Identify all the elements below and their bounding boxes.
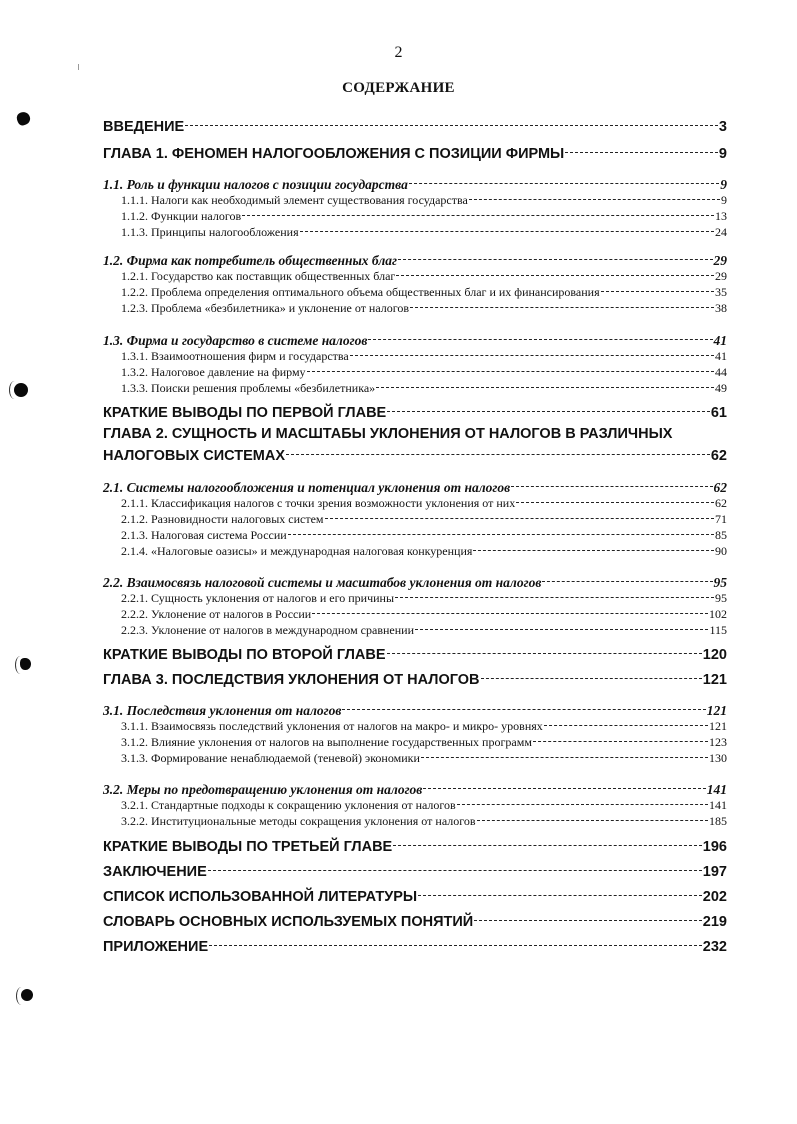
toc-entry-subsection[interactable] <box>121 527 727 543</box>
dotted-leader <box>409 175 719 189</box>
dotted-leader <box>542 573 712 587</box>
dotted-leader <box>601 284 714 296</box>
toc-entry-main[interactable] <box>103 143 727 162</box>
toc-entry-page-number: 3 <box>718 118 727 135</box>
toc-entry-section[interactable] <box>103 331 727 349</box>
toc-entry-section[interactable] <box>103 175 727 193</box>
toc-entry-page-number: 121 <box>706 702 727 718</box>
page-title: СОДЕРЖАНИЕ <box>342 80 455 96</box>
toc-entry-label: 2.2.2. Уклонение от налогов в России <box>121 607 312 621</box>
toc-entry-page-number: 38 <box>715 301 727 315</box>
toc-entry-label: СПИСОК ИСПОЛЬЗОВАННОЙ ЛИТЕРАТУРЫ <box>103 888 418 905</box>
toc-entry-label: 1.2.2. Проблема определения оптимального объема общественных благ и их финансирования <box>121 285 600 299</box>
toc-entry-subsection[interactable] <box>121 300 727 316</box>
dotted-leader <box>481 669 702 684</box>
toc-entry-page-number: 24 <box>715 225 727 239</box>
toc-entry-subsection[interactable] <box>121 208 727 224</box>
scan-speck <box>78 64 79 70</box>
toc-entry-main[interactable] <box>103 669 727 688</box>
toc-entry-page-number: 35 <box>715 285 727 299</box>
toc-entry-page-number: 41 <box>715 349 727 363</box>
toc-entry-label: 3.1.2. Влияние уклонения от налогов на выполнение государственных программ <box>121 735 532 749</box>
toc-entry-label: КРАТКИЕ ВЫВОДЫ ПО ПЕРВОЙ ГЛАВЕ <box>103 404 387 421</box>
toc-entry-label: ГЛАВА 1. ФЕНОМЕН НАЛОГООБЛОЖЕНИЯ С ПОЗИЦИИ ФИРМЫ <box>103 145 565 162</box>
dotted-leader <box>288 527 714 539</box>
dotted-leader <box>312 606 708 618</box>
toc-entry-label: 1.1.3. Принципы налогообложения <box>121 225 299 239</box>
punch-hole-mark <box>15 110 32 127</box>
dotted-leader <box>423 780 705 794</box>
dotted-leader <box>473 543 714 555</box>
toc-entry-subsection[interactable] <box>121 284 727 300</box>
toc-entry-main[interactable] <box>103 644 727 663</box>
dotted-leader <box>350 348 714 360</box>
toc-entry-page-number: 185 <box>709 814 727 828</box>
toc-entry-subsection[interactable] <box>121 364 727 380</box>
dotted-leader <box>209 936 702 951</box>
toc-entry-subsection[interactable] <box>121 380 727 396</box>
toc-entry-subsection[interactable] <box>121 606 727 622</box>
toc-entry-label: ГЛАВА 3. ПОСЛЕДСТВИЯ УКЛОНЕНИЯ ОТ НАЛОГОВ <box>103 671 480 688</box>
dotted-leader <box>565 143 718 158</box>
toc-entry-label: 1.2.3. Проблема «безбилетника» и уклонение от налогов <box>121 301 410 315</box>
toc-entry-page-number: 123 <box>709 735 727 749</box>
toc-entry-main[interactable] <box>103 936 727 955</box>
toc-entry-subsection[interactable] <box>121 495 727 511</box>
toc-entry-section[interactable] <box>103 478 727 496</box>
toc-entry-label: 2.1.3. Налоговая система России <box>121 528 287 542</box>
toc-entry-label: ЗАКЛЮЧЕНИЕ <box>103 863 207 880</box>
toc-entry-page-number: 141 <box>706 781 727 797</box>
toc-entry-page-number: 13 <box>715 209 727 223</box>
toc-entry-label: 2.2.3. Уклонение от налогов в международном сравнении <box>121 623 415 637</box>
toc-entry-subsection[interactable] <box>121 348 727 364</box>
toc-entry-page-number: 61 <box>710 404 727 421</box>
toc-entry-label: 2.1.1. Классификация налогов с точки зрения возможности уклонения от них <box>121 496 516 510</box>
toc-entry-page-number: 121 <box>702 671 727 688</box>
toc-entry-main[interactable] <box>103 836 727 855</box>
dotted-leader <box>544 718 708 730</box>
toc-entry-main[interactable] <box>103 861 727 880</box>
toc-entry-main[interactable] <box>103 402 727 421</box>
dotted-leader <box>477 813 708 825</box>
toc-entry-page-number: 219 <box>702 913 727 930</box>
toc-entry-main[interactable] <box>103 116 727 135</box>
toc-entry-page-number: 130 <box>709 751 727 765</box>
toc-entry-page-number: 95 <box>713 574 727 590</box>
toc-entry-label: 1.3.1. Взаимоотношения фирм и государства <box>121 349 349 363</box>
toc-entry-subsection[interactable] <box>121 622 727 638</box>
toc-entry-page-number: 115 <box>709 623 727 637</box>
toc-entry-main[interactable] <box>103 886 727 905</box>
toc-entry-page-number: 29 <box>715 269 727 283</box>
toc-entry-page-number: 9 <box>721 193 727 207</box>
toc-entry-page-number: 90 <box>715 544 727 558</box>
toc-entry-page-number: 62 <box>713 479 727 495</box>
toc-entry-page-number: 41 <box>713 332 727 348</box>
dotted-leader <box>410 300 714 312</box>
toc-entry-label: 2.1. Системы налогообложения и потенциал уклонения от налогов <box>103 479 511 495</box>
dotted-leader <box>300 224 714 236</box>
toc-entry-label: 3.1.1. Взаимосвязь последствий уклонения от налогов на макро- и микро- уровнях <box>121 719 543 733</box>
toc-chapter-title-line1[interactable]: ГЛАВА 2. СУЩНОСТЬ И МАСШТАБЫ УКЛОНЕНИЯ ОТ НАЛОГОВ В РАЗЛИЧНЫХ <box>103 426 673 442</box>
toc-entry-label: 1.3.2. Налоговое давление на фирму <box>121 365 306 379</box>
dotted-leader <box>474 911 702 926</box>
toc-entry-subsection[interactable] <box>121 590 727 606</box>
toc-entry-label: 3.1. Последствия уклонения от налогов <box>103 702 342 718</box>
dotted-leader <box>393 836 702 851</box>
toc-entry-page-number: 29 <box>713 252 727 268</box>
toc-entry-label: 2.1.4. «Налоговые оазисы» и международная налоговая конкуренция <box>121 544 473 558</box>
toc-entry-subsection[interactable] <box>121 797 727 813</box>
dotted-leader <box>208 861 702 876</box>
dotted-leader <box>387 644 702 659</box>
dotted-leader <box>469 192 720 204</box>
toc-entry-section[interactable] <box>103 780 727 798</box>
toc-entry-label: 3.1.3. Формирование ненаблюдаемой (теневой) экономики <box>121 751 420 765</box>
toc-entry-page-number: 44 <box>715 365 727 379</box>
dotted-leader <box>342 701 705 715</box>
toc-entry-label: 3.2.1. Стандартные подходы к сокращению уклонения от налогов <box>121 798 456 812</box>
toc-entry-subsection[interactable] <box>121 224 727 240</box>
toc-entry-label: 1.3.3. Поиски решения проблемы «безбилетника» <box>121 381 376 395</box>
toc-entry-label: 1.3. Фирма и государство в системе налогов <box>103 332 368 348</box>
toc-entry-main[interactable] <box>103 911 727 930</box>
toc-entry-subsection[interactable] <box>121 718 727 734</box>
toc-entry-label: ВВЕДЕНИЕ <box>103 118 185 135</box>
toc-entry-page-number: 95 <box>715 591 727 605</box>
dotted-leader <box>398 251 713 265</box>
toc-entry-label: КРАТКИЕ ВЫВОДЫ ПО ВТОРОЙ ГЛАВЕ <box>103 646 386 663</box>
toc-entry-section[interactable] <box>103 573 727 591</box>
toc-entry-page-number: 196 <box>702 838 727 855</box>
toc-entry-label: 1.2. Фирма как потребитель общественных благ <box>103 252 397 268</box>
toc-entry-page-number: 62 <box>710 447 727 464</box>
punch-hole-mark <box>14 383 28 397</box>
page-number: 2 <box>394 44 403 61</box>
dotted-leader <box>511 478 712 492</box>
toc-entry-subsection[interactable] <box>121 268 727 284</box>
toc-entry-label: КРАТКИЕ ВЫВОДЫ ПО ТРЕТЬЕЙ ГЛАВЕ <box>103 838 393 855</box>
toc-entry-subsection[interactable] <box>121 192 727 208</box>
toc-entry-subsection[interactable] <box>121 511 727 527</box>
dotted-leader <box>418 886 702 901</box>
dotted-leader <box>457 797 708 809</box>
dotted-leader <box>376 380 714 392</box>
toc-entry-label: 2.2.1. Сущность уклонения от налогов и его причины <box>121 591 395 605</box>
toc-entry-label: 2.2. Взаимосвязь налоговой системы и масштабов уклонения от налогов <box>103 574 542 590</box>
dotted-leader <box>368 331 712 345</box>
punch-hole-mark <box>20 658 31 670</box>
toc-entry-main[interactable] <box>103 445 727 464</box>
dotted-leader <box>286 445 710 460</box>
dotted-leader <box>533 734 708 746</box>
toc-entry-label: 2.1.2. Разновидности налоговых систем <box>121 512 324 526</box>
toc-entry-page-number: 71 <box>715 512 727 526</box>
toc-entry-label: НАЛОГОВЫХ СИСТЕМАХ <box>103 447 286 464</box>
toc-entry-page-number: 102 <box>709 607 727 621</box>
dotted-leader <box>415 622 708 634</box>
punch-hole-mark <box>21 989 33 1001</box>
toc-entry-page-number: 9 <box>720 176 727 192</box>
toc-entry-page-number: 85 <box>715 528 727 542</box>
dotted-leader <box>185 116 718 131</box>
dotted-leader <box>242 208 714 220</box>
toc-entry-section[interactable] <box>103 701 727 719</box>
toc-entry-label: 3.2. Меры по предотвращению уклонения от налогов <box>103 781 423 797</box>
toc-entry-page-number: 232 <box>702 938 727 955</box>
dotted-leader <box>516 495 714 507</box>
toc-entry-page-number: 62 <box>715 496 727 510</box>
dotted-leader <box>421 750 708 762</box>
dotted-leader <box>325 511 715 523</box>
toc-entry-page-number: 141 <box>709 798 727 812</box>
toc-entry-subsection[interactable] <box>121 750 727 766</box>
toc-entry-subsection[interactable] <box>121 543 727 559</box>
toc-entry-label: 1.2.1. Государство как поставщик общественных благ <box>121 269 396 283</box>
toc-entry-label: 3.2.2. Институциональные методы сокращения уклонения от налогов <box>121 814 476 828</box>
toc-entry-label: 1.1.1. Налоги как необходимый элемент существования государства <box>121 193 468 207</box>
dotted-leader <box>307 364 714 376</box>
toc-entry-section[interactable] <box>103 251 727 269</box>
toc-entry-page-number: 202 <box>702 888 727 905</box>
toc-entry-page-number: 9 <box>718 145 727 162</box>
toc-entry-page-number: 49 <box>715 381 727 395</box>
toc-entry-page-number: 197 <box>702 863 727 880</box>
toc-entry-label: 1.1. Роль и функции налогов с позиции государства <box>103 176 408 192</box>
toc-entry-label: СЛОВАРЬ ОСНОВНЫХ ИСПОЛЬЗУЕМЫХ ПОНЯТИЙ <box>103 913 474 930</box>
toc-entry-subsection[interactable] <box>121 813 727 829</box>
toc-entry-page-number: 121 <box>709 719 727 733</box>
dotted-leader <box>395 590 714 602</box>
dotted-leader <box>387 402 710 417</box>
toc-entry-label: ПРИЛОЖЕНИЕ <box>103 938 209 955</box>
dotted-leader <box>396 268 714 280</box>
toc-entry-page-number: 120 <box>702 646 727 663</box>
toc-entry-subsection[interactable] <box>121 734 727 750</box>
toc-entry-label: 1.1.2. Функции налогов <box>121 209 242 223</box>
